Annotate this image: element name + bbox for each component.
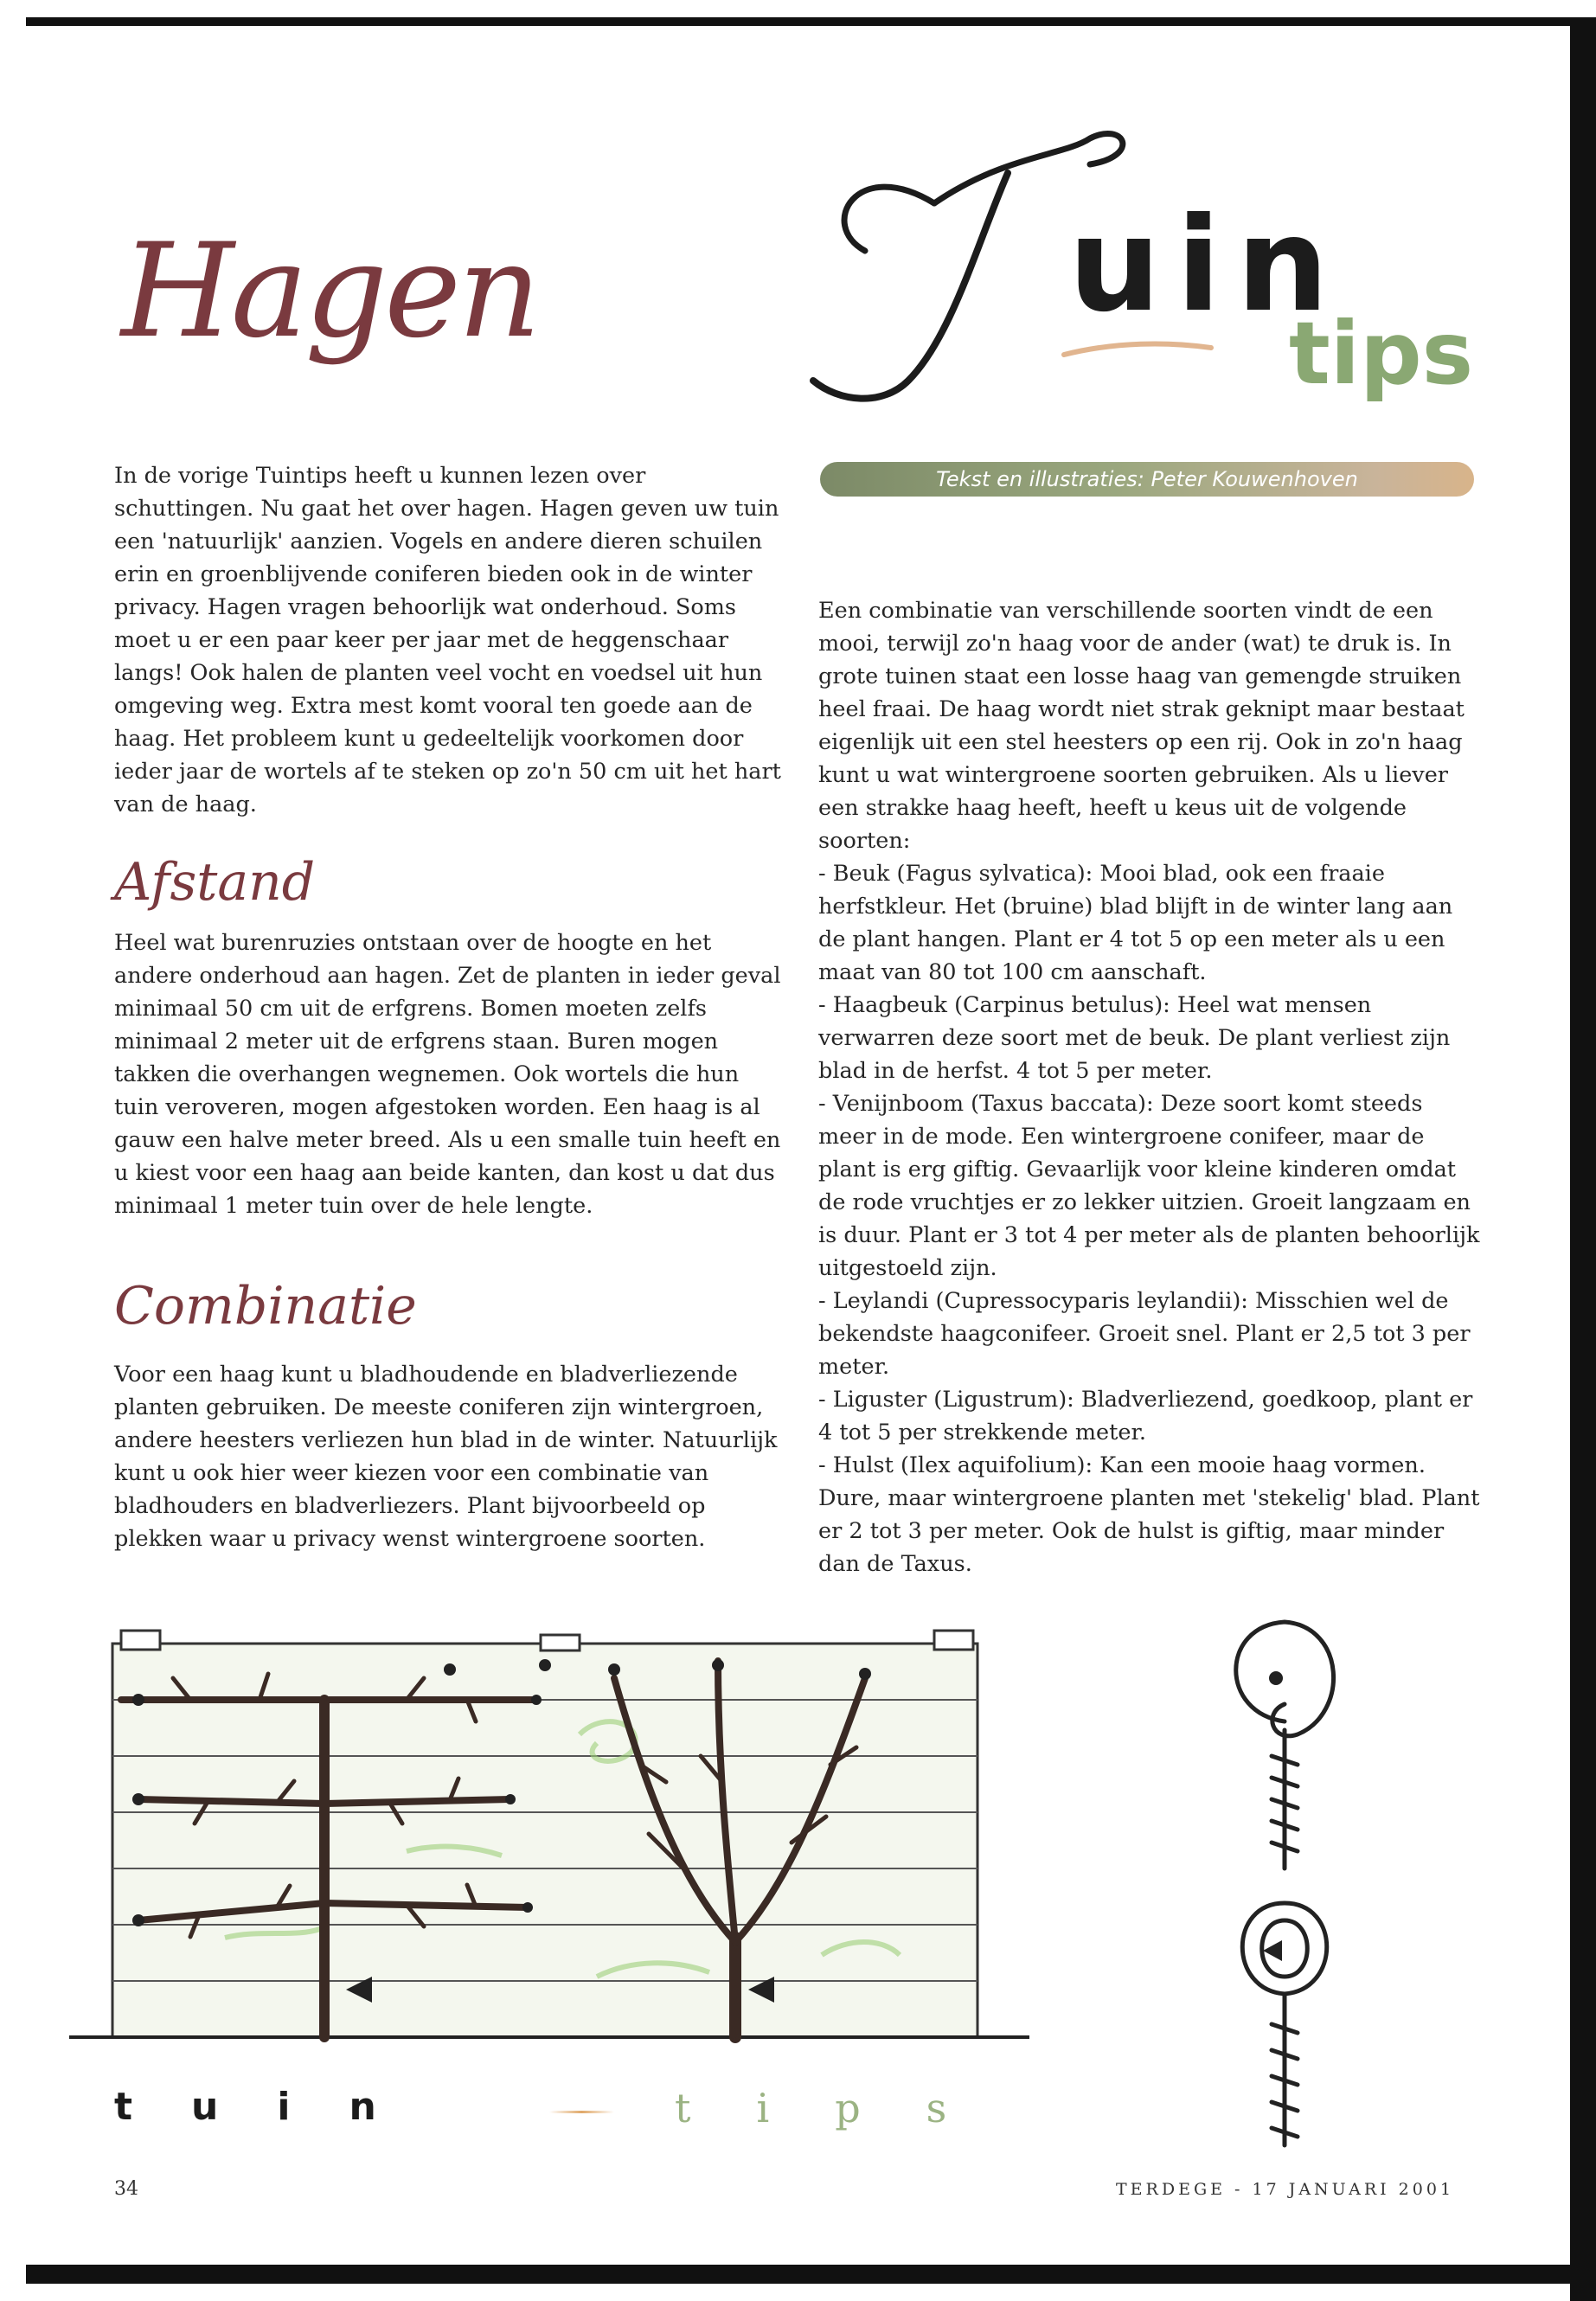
page-frame-right [1570, 17, 1596, 2301]
combinatie-paragraph [114, 1358, 785, 1555]
afstand-paragraph [114, 926, 785, 1222]
issue-info: TERDEGE - 17 JANUARI 2001 [1116, 2180, 1455, 2199]
subheading-afstand: Afstand [114, 852, 316, 913]
page-frame-bottom [26, 2265, 1596, 2284]
species-item: - Beuk (Fagus sylvatica): Mooi blad, ook een fraaie herfstkleur. Het (bruine) blad blijft in de winter lang aan de plant hangen. Plant er 4 tot 5 op een meter als u een maat van 80 tot 100 cm aanschaft. [818, 861, 1453, 985]
tuintips-logo [804, 121, 1488, 433]
species-item: - Haagbeuk (Carpinus betulus): Heel wat mensen verwarren deze soort met de beuk. De plant verliest zijn blad in de herfst. 4 tot 5 per meter. [818, 992, 1451, 1084]
species-item: - Leylandi (Cupressocyparis leylandii): Misschien wel de bekendste haagconifeer. Groeit snel. Plant er 2,5 tot 3 per meter. [818, 1288, 1471, 1380]
footer-tips: tips [675, 2085, 1013, 2131]
afstand-text: Heel wat burenruzies ontstaan over de hoogte en het andere onderhoud aan hagen. Zet de planten in ieder geval minimaal 50 cm uit de erfgrens. Bomen moeten zelfs minimaal 2 meter uit de erfgrens staan. Buren mogen takken die overhangen wegnemen. Ook wortels die hun tuin veroveren, mogen afgestoken worden. Een haag is al gauw een halve meter breed. Als u een smalle tuin heeft en u kiest voor een haag aan beide kanten, dan kost u dat dus minimaal 1 meter tuin over de hele lengte. [114, 930, 781, 1219]
credit-banner: Tekst en illustraties: Peter Kouwenhoven [820, 462, 1474, 497]
right-column [818, 594, 1484, 1580]
logo-tips: tips [1289, 303, 1474, 404]
article-title: Hagen [121, 216, 538, 367]
species-item: - Hulst (Ilex aquifolium): Kan een mooie haag vormen. Dure, maar wintergroene planten met 'stekelig' blad. Plant er 2 tot 3 per meter. Ook de hulst is giftig, maar minder dan de Taxus. [818, 1452, 1480, 1577]
espalier-fence-illustration [61, 1626, 1038, 2076]
right-intro: Een combinatie van verschillende soorten vindt de een mooi, terwijl zo'n haag voor de ander (wat) te druk is. In grote tuinen staat een losse haag van gemengde struiken heel fraai. De haag wordt niet strak geknipt maar bestaat eigenlijk uit een stel heesters op een rij. Ook in zo'n haag kunt u wat wintergroene soorten gebruiken. Als u liever een strakke haag heeft, heeft u keus uit de volgende soorten: [818, 598, 1465, 854]
intro-text: In de vorige Tuintips heeft u kunnen lezen over schuttingen. Nu gaat het over hagen. Hagen geven uw tuin een 'natuurlijk' aanzien. Vogels en andere dieren schuilen erin en groenblijvende coniferen bieden ook in de winter privacy. Hagen vragen behoorlijk wat onderhoud. Soms moet u er een paar keer per jaar met de heggenschaar langs! Ook halen de planten veel vocht en voedsel uit hun omgeving weg. Extra mest komt vooral ten goede aan de haag. Het probleem kunt u gedeeltelijk voorkomen door ieder jaar de wortels af te steken op zo'n 50 cm uit het hart van de haag. [114, 463, 781, 817]
page-frame-top [26, 17, 1596, 26]
combinatie-text: Voor een haag kunt u bladhoudende en bladverliezende planten gebruiken. De meeste coniferen zijn wintergroen, andere heesters verliezen hun blad in de winter. Natuurlijk kunt u ook hier weer kiezen voor een combinatie van bladhouders en bladverliezers. Plant bijvoorbeeld op plekken waar u privacy wenst wintergroene soorten. [114, 1362, 778, 1552]
subheading-combinatie: Combinatie [114, 1276, 417, 1336]
footer-tuin: tuin [114, 2085, 435, 2129]
page-number: 34 [114, 2178, 138, 2200]
intro-paragraph [114, 459, 785, 821]
logo-uin: uin [1068, 190, 1344, 341]
footer-divider [549, 2111, 614, 2113]
screw-eye-hooks-illustration [1202, 1609, 1367, 2163]
species-item: - Liguster (Ligustrum): Bladverliezend, goedkoop, plant er 4 tot 5 per strekkende meter. [818, 1387, 1473, 1445]
species-item: - Venijnboom (Taxus baccata): Deze soort komt steeds meer in de mode. Een wintergroene conifeer, maar de plant is erg giftig. Gevaarlijk voor kleine kinderen omdat de rode vruchtjes er zo lekker uitzien. Groeit langzaam en is duur. Plant er 3 tot 4 per meter als de planten behoorlijk uitgestoeld zijn. [818, 1091, 1480, 1281]
